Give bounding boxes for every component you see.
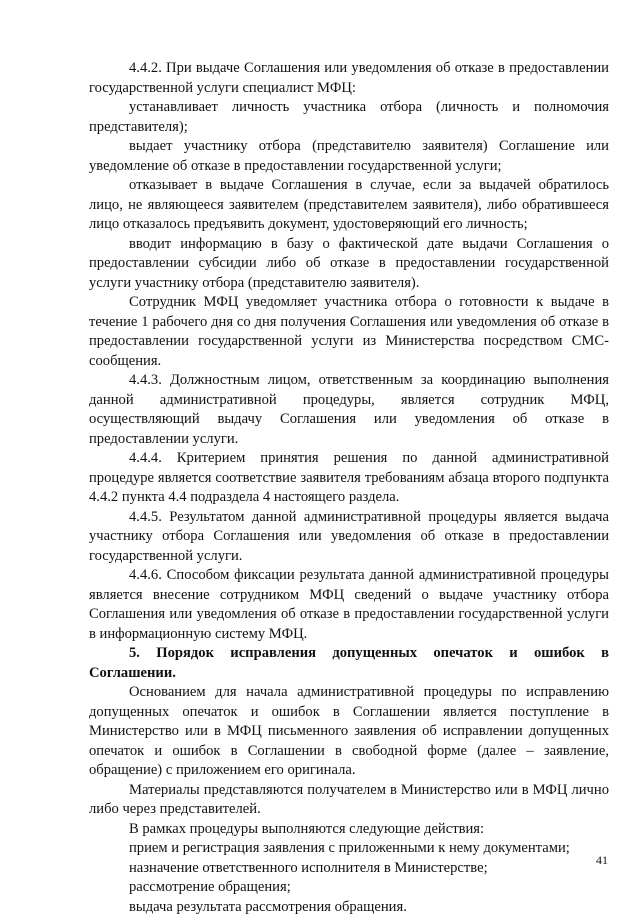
action-item-reception: прием и регистрация заявления с приложенными к нему документами; bbox=[89, 839, 609, 859]
paragraph-4-4-3: 4.4.3. Должностным лицом, ответственным за координацию выполнения данной административной процедуры, является сотрудник МФЦ, осуществляющий выдачу Соглашения или уведомления об отказе в предоставлении услуги. bbox=[89, 371, 609, 449]
paragraph-4-4-4: 4.4.4. Критерием принятия решения по данной административной процедуре является соответствие заявителя требованиям абзаца второго подпункта 4.4.2 пункта 4.4 подраздела 4 настоящего раздела. bbox=[89, 449, 609, 508]
document-body bbox=[89, 59, 609, 917]
paragraph-issue-agreement: выдает участнику отбора (представителю заявителя) Соглашение или уведомление об отказе в предоставлении государственной услуги; bbox=[89, 137, 609, 176]
paragraph-sms-notification: Сотрудник МФЦ уведомляет участника отбора о готовности к выдаче в течение 1 рабочего дня со дня получения Соглашения или уведомления об отказе в предоставлении государственной услуги из Министерства посредством СМС-сообщения. bbox=[89, 293, 609, 371]
paragraph-enter-info: вводит информацию в базу о фактической дате выдачи Соглашения о предоставлении субсидии либо об отказе в предоставлении государственной услуги участнику отбора (представителю заявителя). bbox=[89, 235, 609, 294]
paragraph-4-4-2: 4.4.2. При выдаче Соглашения или уведомления об отказе в предоставлении государственной услуги специалист МФЦ: bbox=[89, 59, 609, 98]
paragraph-4-4-5: 4.4.5. Результатом данной административной процедуры является выдача участнику отбора Соглашения или уведомления об отказе в предоставлении государственной услуги. bbox=[89, 508, 609, 567]
paragraph-refuse-issue: отказывает в выдаче Соглашения в случае, если за выдачей обратилось лицо, не являющееся заявителем (представителем заявителя), либо обратившееся лицо отказалось предъявить документ, удостоверяющий его личность; bbox=[89, 176, 609, 235]
paragraph-actions-intro: В рамках процедуры выполняются следующие действия: bbox=[89, 820, 609, 840]
section-5-heading: 5. Порядок исправления допущенных опечаток и ошибок в Соглашении. bbox=[89, 644, 609, 683]
page-number: 41 bbox=[596, 853, 608, 867]
paragraph-materials: Материалы представляются получателем в Министерство или в МФЦ лично либо через представителей. bbox=[89, 781, 609, 820]
action-item-review: рассмотрение обращения; bbox=[89, 878, 609, 898]
paragraph-identity: устанавливает личность участника отбора (личность и полномочия представителя); bbox=[89, 98, 609, 137]
paragraph-basis: Основанием для начала административной процедуры по исправлению допущенных опечаток и ошибок в Соглашении является поступление в Министерство или в МФЦ письменного заявления об исправлении допущенных опечаток и ошибок в Соглашении в свободной форме (далее – заявление, обращение) с приложением его оригинала. bbox=[89, 683, 609, 781]
action-item-issue-result: выдача результата рассмотрения обращения. bbox=[89, 898, 609, 917]
action-item-assign-executor: назначение ответственного исполнителя в Министерстве; bbox=[89, 859, 609, 879]
paragraph-4-4-6: 4.4.6. Способом фиксации результата данной административной процедуры является внесение сотрудником МФЦ сведений о выдаче участнику отбора Соглашения или уведомления об отказе в предоставлении государственной услуги в информационную систему МФЦ. bbox=[89, 566, 609, 644]
